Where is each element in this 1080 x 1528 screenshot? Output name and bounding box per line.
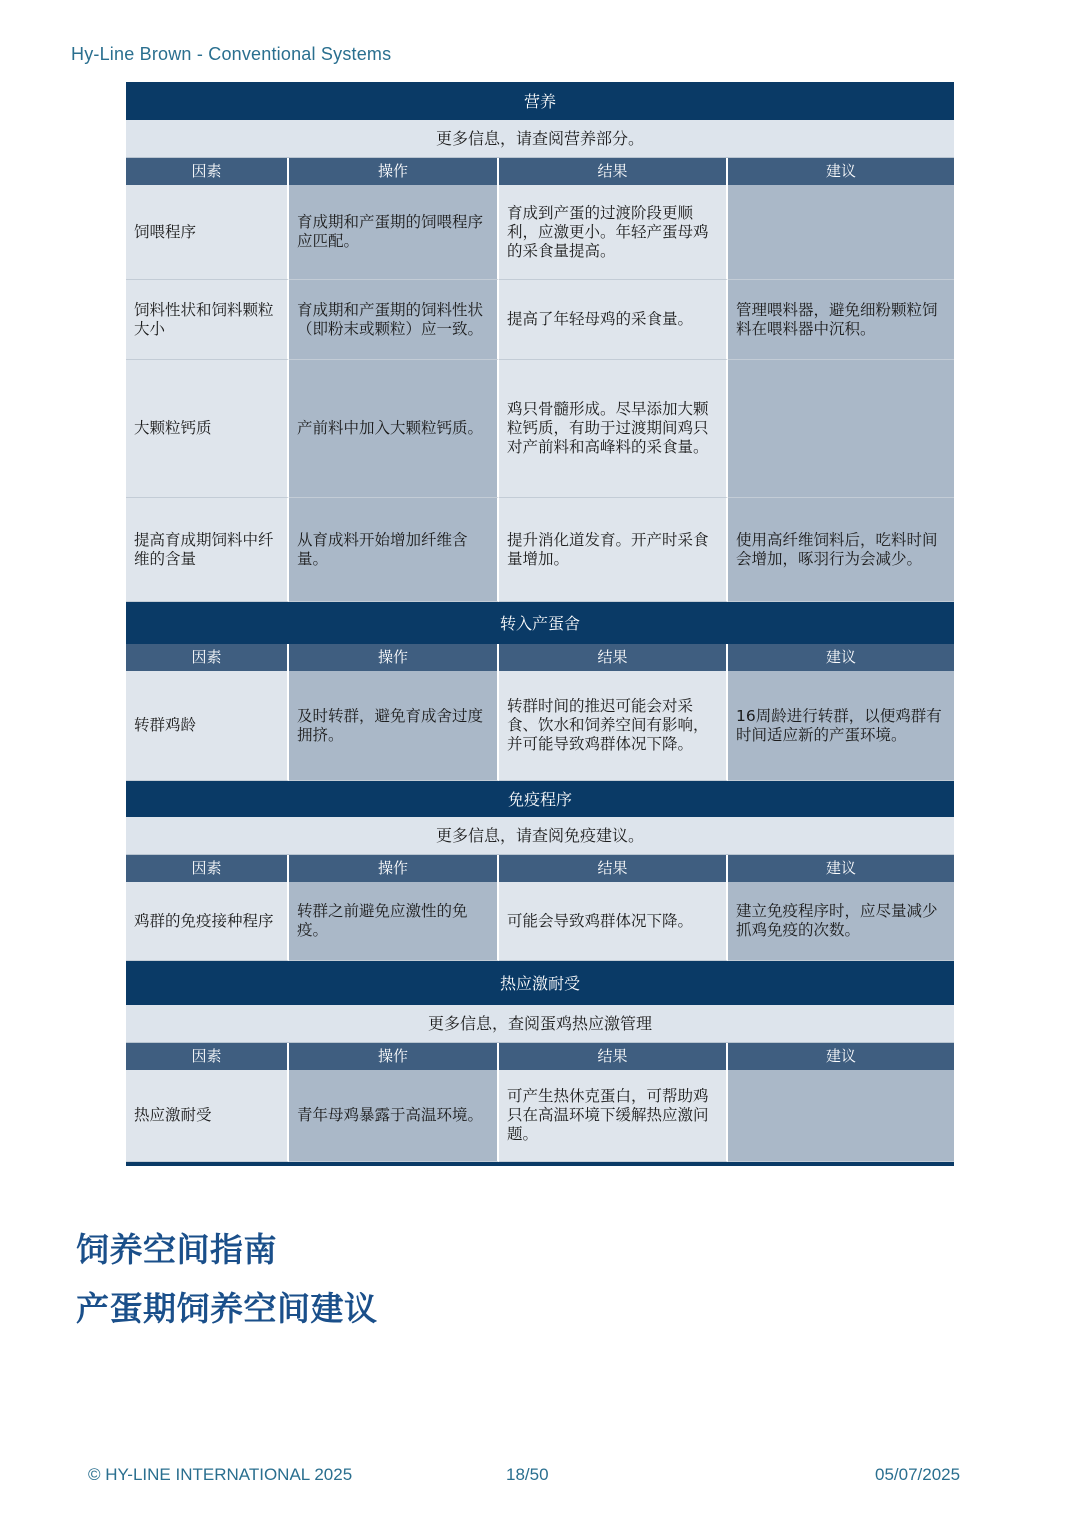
column-header-advice: 建议 <box>728 158 954 185</box>
column-header-action: 操作 <box>289 1043 499 1070</box>
cell-advice <box>728 185 954 280</box>
column-header-action: 操作 <box>289 158 499 185</box>
footer-page-number: 18/50 <box>506 1465 549 1484</box>
cell-advice: 建立免疫程序时，应尽量减少抓鸡免疫的次数。 <box>728 882 954 961</box>
cell-result: 转群时间的推迟可能会对采食、饮水和饲养空间有影响，并可能导致鸡群体况下降。 <box>499 671 728 781</box>
column-header-result: 结果 <box>499 1043 728 1070</box>
column-header-row <box>126 855 954 882</box>
column-header-row <box>126 1043 954 1070</box>
cell-advice: 16周龄进行转群，以便鸡群有时间适应新的产蛋环境。 <box>728 671 954 781</box>
cell-factor: 提高育成期饲料中纤维的含量 <box>126 498 289 602</box>
column-header-factor: 因素 <box>126 158 289 185</box>
cell-advice <box>728 360 954 498</box>
column-header-advice: 建议 <box>728 644 954 671</box>
table-row <box>126 498 954 602</box>
cell-result: 提高了年轻母鸡的采食量。 <box>499 280 728 360</box>
cell-action: 育成期和产蛋期的饲料性状（即粉末或颗粒）应一致。 <box>289 280 499 360</box>
section-info-text: 更多信息，查阅蛋鸡热应激管理 <box>126 1005 954 1043</box>
table-row <box>126 671 954 781</box>
cell-advice: 使用高纤维饲料后，吃料时间会增加，啄羽行为会减少。 <box>728 498 954 602</box>
section-info-row <box>126 120 954 158</box>
cell-factor: 大颗粒钙质 <box>126 360 289 498</box>
column-header-result: 结果 <box>499 158 728 185</box>
cell-action: 转群之前避免应激性的免疫。 <box>289 882 499 961</box>
table-row <box>126 882 954 961</box>
column-header-result: 结果 <box>499 644 728 671</box>
cell-action: 产前料中加入大颗粒钙质。 <box>289 360 499 498</box>
column-header-row <box>126 644 954 671</box>
cell-action: 从育成料开始增加纤维含量。 <box>289 498 499 602</box>
cell-action: 育成期和产蛋期的饲喂程序应匹配。 <box>289 185 499 280</box>
cell-result: 可能会导致鸡群体况下降。 <box>499 882 728 961</box>
management-table <box>126 82 954 1166</box>
table-row <box>126 360 954 498</box>
document-header-title: Hy-Line Brown - Conventional Systems <box>71 44 392 64</box>
section-info-row <box>126 817 954 855</box>
section-title: 转入产蛋舍 <box>126 602 954 644</box>
section-info-text: 更多信息，请查阅免疫建议。 <box>126 817 954 855</box>
subsection-heading-laying-space: 产蛋期饲养空间建议 <box>76 1289 378 1328</box>
column-header-result: 结果 <box>499 855 728 882</box>
section-title-row <box>126 602 954 644</box>
section-title-row <box>126 82 954 120</box>
cell-advice: 管理喂料器，避免细粉颗粒饲料在喂料器中沉积。 <box>728 280 954 360</box>
column-header-factor: 因素 <box>126 644 289 671</box>
section-info-text: 更多信息，请查阅营养部分。 <box>126 120 954 158</box>
table-row <box>126 280 954 360</box>
column-header-action: 操作 <box>289 855 499 882</box>
section-title-row <box>126 961 954 1005</box>
section-title: 免疫程序 <box>126 781 954 817</box>
cell-factor: 饲喂程序 <box>126 185 289 280</box>
cell-advice <box>728 1070 954 1162</box>
section-title: 营养 <box>126 82 954 120</box>
section-title-row <box>126 781 954 817</box>
column-header-factor: 因素 <box>126 1043 289 1070</box>
cell-result: 可产生热休克蛋白，可帮助鸡只在高温环境下缓解热应激问题。 <box>499 1070 728 1162</box>
cell-factor: 鸡群的免疫接种程序 <box>126 882 289 961</box>
table-row <box>126 185 954 280</box>
cell-action: 青年母鸡暴露于高温环境。 <box>289 1070 499 1162</box>
section-info-row <box>126 1005 954 1043</box>
column-header-row <box>126 158 954 185</box>
cell-factor: 饲料性状和饲料颗粒大小 <box>126 280 289 360</box>
cell-action: 及时转群，避免育成舍过度拥挤。 <box>289 671 499 781</box>
cell-factor: 热应激耐受 <box>126 1070 289 1162</box>
cell-factor: 转群鸡龄 <box>126 671 289 781</box>
footer-date: 05/07/2025 <box>875 1465 961 1484</box>
table-row <box>126 1070 954 1162</box>
footer-copyright: © HY-LINE INTERNATIONAL 2025 <box>88 1465 353 1484</box>
column-header-factor: 因素 <box>126 855 289 882</box>
column-header-advice: 建议 <box>728 855 954 882</box>
section-title: 热应激耐受 <box>126 961 954 1005</box>
cell-result: 鸡只骨髓形成。尽早添加大颗粒钙质，有助于过渡期间鸡只对产前料和高峰料的采食量。 <box>499 360 728 498</box>
column-header-action: 操作 <box>289 644 499 671</box>
cell-result: 育成到产蛋的过渡阶段更顺利，应激更小。年轻产蛋母鸡的采食量提高。 <box>499 185 728 280</box>
column-header-advice: 建议 <box>728 1043 954 1070</box>
cell-result: 提升消化道发育。开产时采食量增加。 <box>499 498 728 602</box>
section-heading-feeding-space: 饲养空间指南 <box>76 1230 277 1269</box>
